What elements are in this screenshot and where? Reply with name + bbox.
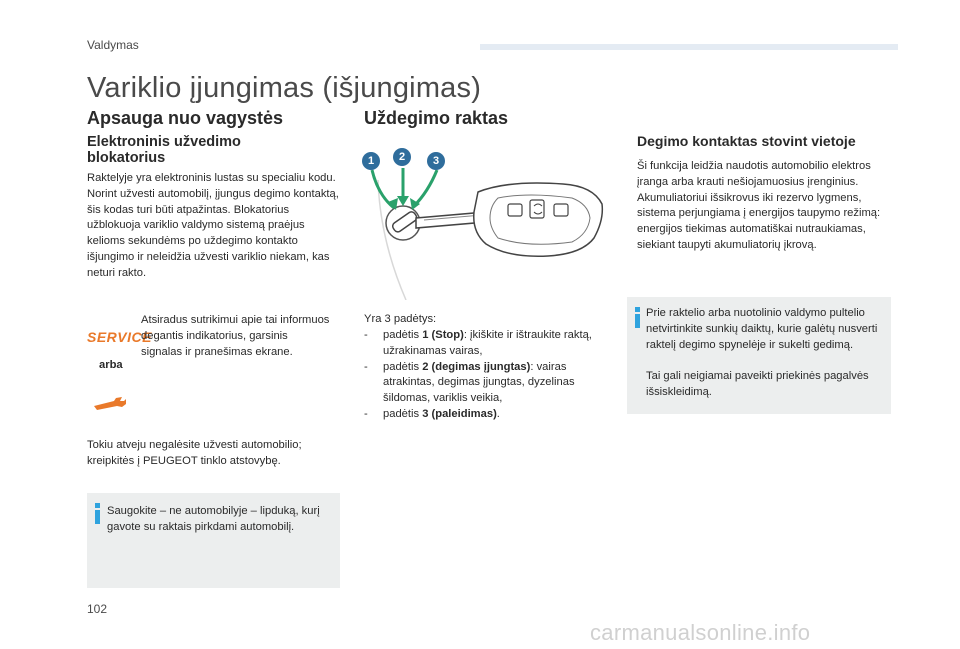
stationary-paragraph: Ši funkcija leidžia naudotis automobilio elektros įranga arba krauti nešiojamuosius įrenginius. Akumuliatoriui išsikrovus iki rezervo lygmens, sistema perjungiama į energijos taupymo režimą: energijos tiekimas automatiškai nutraukiamas, siekiant taupyti akumuliatorių įkrovą.	[637, 160, 881, 251]
positions-intro: Yra 3 padėtys:	[364, 313, 437, 325]
heading-ignition-key: Uždegimo raktas	[364, 108, 509, 128]
note-sticker-text: Saugokite – ne automobilyje – lipduką, kurį gavote su raktais pirkdami automobilį.	[107, 505, 320, 533]
page-number: 102	[87, 602, 108, 616]
watermark: carmanualsonline.info	[590, 620, 811, 645]
position-badge-3: 3	[427, 152, 445, 170]
section-label: Valdymas	[87, 38, 139, 52]
positions-list	[364, 328, 620, 423]
service-logo: SERVICE	[87, 329, 152, 345]
wrench-icon	[92, 395, 128, 413]
note-box-keyring	[627, 297, 891, 414]
header-bar	[480, 44, 898, 50]
position-badge-1: 1	[362, 152, 380, 170]
position-item-1: - padėtis 1 (Stop): įkiškite ir ištraukite raktą, užrakinamas vairas,	[364, 329, 592, 357]
subheading-immobiliser: Elektroninis užvedimo blokatorius	[87, 134, 241, 166]
note-keyring-text-2: Tai gali neigiamai paveikti priekinės pagalvės išsiskleidimą.	[646, 370, 869, 398]
heading-stationary-ignition: Degimo kontaktas stovint vietoje	[637, 133, 856, 149]
position-badge-2: 2	[393, 148, 411, 166]
position-item-3: - padėtis 3 (paleidimas).	[364, 407, 500, 420]
page-title: Variklio įjungimas (išjungimas)	[87, 72, 482, 104]
or-label: arba	[99, 359, 123, 371]
note-box-sticker	[87, 493, 340, 588]
heading-anti-theft: Apsauga nuo vagystės	[87, 108, 284, 128]
remote-fob	[474, 183, 603, 256]
warning-paragraph: Atsiradus sutrikimui apie tai informuos degantis indikatorius, garsinis signalas ir pranešimas ekrane.	[141, 314, 330, 358]
service-paragraph: Tokiu atveju negalėsite užvesti automobilio; kreipkitės į PEUGEOT tinklo atstovybę.	[87, 439, 302, 467]
info-icon	[635, 307, 640, 328]
note-keyring-text-1: Prie raktelio arba nuotolinio valdymo pultelio netvirtinkite sunkių daiktų, kurie galėtų nusverti raktelį degimo spynelėje ir sukelti gedimą.	[646, 307, 878, 351]
position-item-2: - padėtis 2 (degimas įjungtas): vairas atrakintas, degimas įjungtas, dyzelinas šildomas, variklis veikia,	[364, 360, 575, 405]
immobiliser-paragraph: Raktelyje yra elektroninis lustas su specialiu kodu. Norint užvesti automobilį, įjungus degimo kontaktą, šis kodas turi būti atpažintas. Blokatorius užblokuoja variklio valdymo sistemą praėjus kelioms sekundėms po uždegimo kontakto išjungimo ir neleidžia užvesti variklio niekam, kas neturi rakto.	[87, 172, 339, 279]
info-icon	[95, 503, 100, 524]
